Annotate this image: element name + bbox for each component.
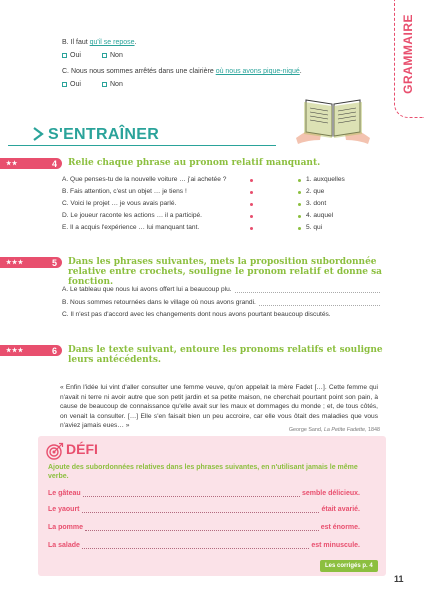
defi-instruction: Ajoute des subordonnées relatives dans les phrases suivantes, en n'utilisant jamais le même verbe. bbox=[48, 464, 358, 480]
ex4-left-d: D. Le joueur raconte les actions … il a participé. bbox=[62, 212, 203, 219]
ex4-right-3: 3. dont bbox=[306, 200, 327, 207]
defi-row-salade[interactable]: La salade est minuscule. bbox=[48, 542, 360, 549]
section-arrow-icon bbox=[8, 124, 48, 144]
match-dot-left[interactable] bbox=[250, 227, 253, 230]
sentence-b-underlined: qu'il se repose bbox=[89, 39, 135, 46]
ex4-right-1: 1. auxquelles bbox=[306, 176, 345, 183]
defi-row-yaourt[interactable]: Le yaourt était avarié. bbox=[48, 506, 360, 513]
answer-c-oui[interactable]: Oui bbox=[62, 81, 81, 88]
open-book-icon bbox=[292, 88, 374, 146]
grammaire-side-tab bbox=[394, 0, 424, 118]
ex5-line-b[interactable]: B. Nous sommes retournées dans le village où nous avons grandi. bbox=[62, 299, 380, 306]
exercise-5-badge bbox=[0, 257, 62, 268]
side-tab-label: GRAMMAIRE bbox=[401, 14, 415, 94]
checkbox-icon[interactable] bbox=[62, 82, 67, 87]
quoted-text: « Enfin l'idée lui vint d'aller consulter une femme veuve, qu'on appelait la mère Fadet […]. Cette femme qui n'avait ni terre ni avoir autre que son petit jardin et sa petite maison, ne cherchait pourtant point son pain, à cause de beaucoup de connaissance qu'elle avait sur les maux et dommages du monde ; et, de tous côtés, on venait la consulter. […] Elle s'en faisait bien un peu accroire, car elle vous ôtait des maladies que vous n'aviez jamais eues… » bbox=[60, 384, 378, 430]
answer-b-oui[interactable]: Oui bbox=[62, 52, 81, 59]
ex4-left-c: C. Voici le projet … je vous avais parlé. bbox=[62, 200, 177, 207]
match-dot-left[interactable] bbox=[250, 203, 253, 206]
exercise-number: 6 bbox=[51, 345, 57, 356]
answer-b-non[interactable]: Non bbox=[102, 52, 123, 59]
sentence-c-underlined: où nous avons pique-niqué bbox=[215, 68, 300, 75]
ex4-right-5: 5. qui bbox=[306, 224, 323, 231]
sentence-b: B. Il faut qu'il se repose. bbox=[62, 39, 137, 46]
match-dot-left[interactable] bbox=[250, 215, 253, 218]
exercise-number: 5 bbox=[51, 257, 57, 268]
difficulty-stars: ★★★ bbox=[6, 348, 24, 354]
defi-row-pomme[interactable]: La pomme est énorme. bbox=[48, 524, 360, 531]
defi-title: DÉFI bbox=[66, 441, 98, 457]
answer-dotted-line[interactable] bbox=[82, 507, 320, 513]
ex4-right-2: 2. que bbox=[306, 188, 325, 195]
checkbox-icon[interactable] bbox=[102, 53, 107, 58]
match-dot-right[interactable] bbox=[298, 179, 301, 182]
match-dot-right[interactable] bbox=[298, 191, 301, 194]
defi-row-gateau[interactable]: Le gâteau semble délicieux. bbox=[48, 490, 360, 497]
exercise-number: 4 bbox=[51, 158, 57, 169]
target-icon bbox=[46, 442, 64, 460]
answer-dotted-line[interactable] bbox=[83, 491, 300, 497]
difficulty-stars: ★★★ bbox=[6, 260, 24, 266]
match-dot-right[interactable] bbox=[298, 215, 301, 218]
ex4-left-b: B. Fais attention, c'est un objet … je tiens ! bbox=[62, 188, 187, 195]
answer-c-non[interactable]: Non bbox=[102, 81, 123, 88]
exercise-6-title: Dans le texte suivant, entoure les pronoms relatifs et souligne leurs antécédents. bbox=[68, 345, 383, 365]
exercise-6-badge bbox=[0, 345, 62, 356]
answer-dotted-line[interactable] bbox=[85, 525, 319, 531]
exercise-5-title: Dans les phrases suivantes, mets la proposition subordonnée relative entre crochets, souligne le pronom relatif et donne sa fonction. bbox=[68, 257, 382, 287]
section-title: S'ENTRAÎNER bbox=[48, 126, 160, 143]
match-dot-right[interactable] bbox=[298, 227, 301, 230]
answer-dotted-line[interactable] bbox=[259, 300, 380, 306]
ex4-left-e: E. Il a acquis l'expérience … lui manquant tant. bbox=[62, 224, 200, 231]
exercise-4-title: Relie chaque phrase au pronom relatif manquant. bbox=[68, 158, 321, 168]
checkbox-icon[interactable] bbox=[62, 53, 67, 58]
difficulty-stars: ★★ bbox=[6, 161, 18, 167]
match-dot-right[interactable] bbox=[298, 203, 301, 206]
checkbox-icon[interactable] bbox=[102, 82, 107, 87]
ex5-line-a[interactable]: A. Le tableau que nous lui avons offert lui a beaucoup plu. bbox=[62, 286, 380, 293]
ex4-right-4: 4. auquel bbox=[306, 212, 334, 219]
match-dot-left[interactable] bbox=[250, 191, 253, 194]
section-divider bbox=[8, 145, 276, 146]
sentence-c: C. Nous nous sommes arrêtés dans une clairière où nous avons pique-niqué. bbox=[62, 68, 302, 75]
page-number: 11 bbox=[394, 574, 404, 584]
answer-dotted-line[interactable] bbox=[235, 287, 380, 293]
exercise-4-badge bbox=[0, 158, 62, 169]
ex5-line-c[interactable]: C. Il n'est pas d'accord avec les changements dont nous avons pourtant beaucoup discutés. bbox=[62, 311, 331, 318]
match-dot-left[interactable] bbox=[250, 179, 253, 182]
ex4-left-a: A. Que penses-tu de la nouvelle voiture … j'ai achetée ? bbox=[62, 176, 227, 183]
corriges-link[interactable]: Les corrigés p. 4 bbox=[320, 560, 378, 572]
answer-dotted-line[interactable] bbox=[82, 543, 309, 549]
quote-source: George Sand, La Petite Fadette, 1848 bbox=[288, 427, 380, 433]
